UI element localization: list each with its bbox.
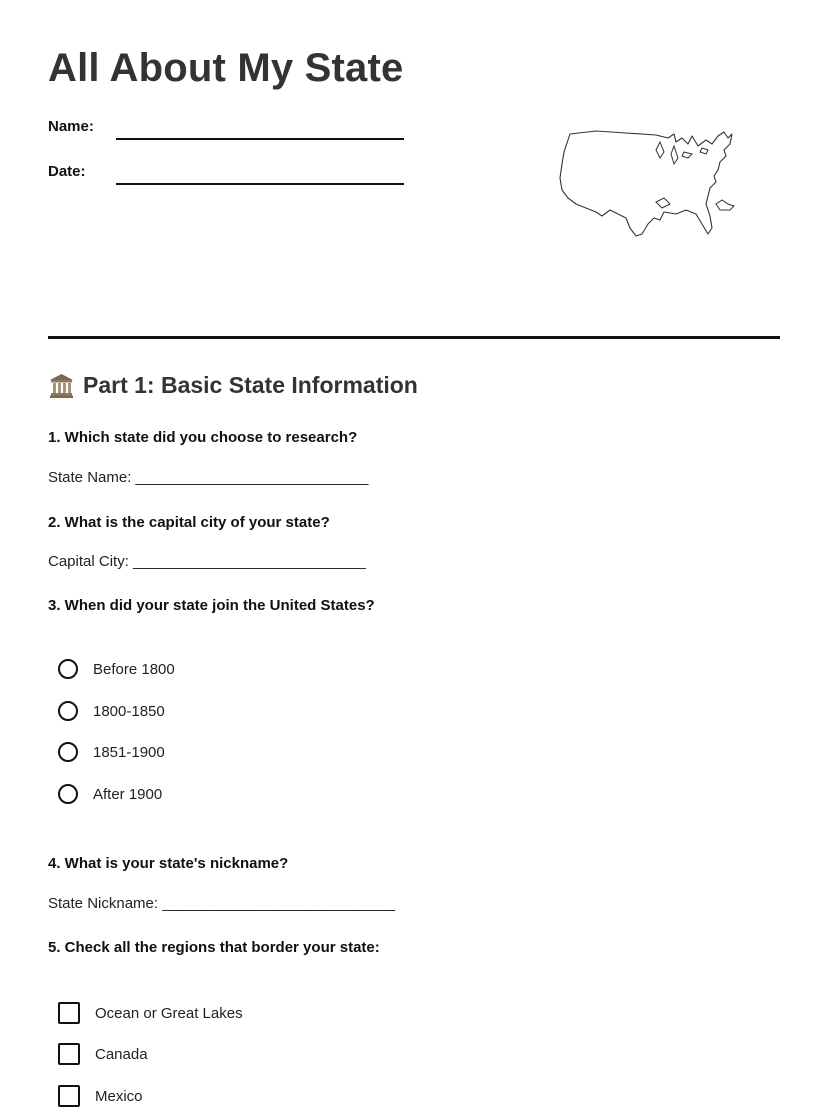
option-label: After 1900 bbox=[93, 785, 163, 803]
radio-button[interactable] bbox=[58, 701, 78, 721]
answer-blank: ______________________________ bbox=[162, 895, 395, 912]
checkbox[interactable] bbox=[58, 1085, 80, 1107]
radio-button[interactable] bbox=[58, 784, 78, 804]
option-label: 1851-1900 bbox=[93, 743, 165, 761]
radio-button[interactable] bbox=[58, 659, 78, 679]
option-label: Before 1800 bbox=[93, 660, 175, 678]
option-canada[interactable] bbox=[58, 1043, 148, 1065]
option-label: 1800-1850 bbox=[93, 702, 165, 720]
checkbox[interactable] bbox=[58, 1002, 80, 1024]
classical-building-icon bbox=[48, 372, 75, 399]
option-ocean-or-great-lakes[interactable] bbox=[58, 1002, 243, 1024]
answer-label: Capital City: bbox=[48, 553, 129, 570]
question-3: 3. When did your state join the United States? bbox=[48, 597, 375, 614]
name-field[interactable] bbox=[116, 138, 404, 140]
option-label: Canada bbox=[95, 1045, 148, 1063]
name-label: Name: bbox=[48, 118, 94, 135]
date-field[interactable] bbox=[116, 183, 404, 185]
answer-label: State Nickname: bbox=[48, 895, 159, 912]
option-1851-1900[interactable] bbox=[58, 742, 165, 762]
answer-blank: ______________________________ bbox=[133, 553, 366, 570]
option-before-1800[interactable] bbox=[58, 659, 175, 679]
option-1800-1850[interactable] bbox=[58, 701, 165, 721]
section-heading-part-1 bbox=[48, 372, 418, 399]
answer-state-nickname[interactable] bbox=[48, 895, 395, 912]
option-mexico[interactable] bbox=[58, 1085, 143, 1107]
answer-blank: ______________________________ bbox=[135, 469, 368, 486]
option-label: Ocean or Great Lakes bbox=[95, 1004, 243, 1022]
section-heading-text: Part 1: Basic State Information bbox=[83, 372, 418, 398]
question-4: 4. What is your state's nickname? bbox=[48, 855, 289, 872]
option-label: Mexico bbox=[95, 1087, 143, 1105]
page-title: All About My State bbox=[48, 46, 404, 90]
us-map-outline-icon bbox=[556, 124, 740, 242]
checkbox[interactable] bbox=[58, 1043, 80, 1065]
radio-button[interactable] bbox=[58, 742, 78, 762]
answer-label: State Name: bbox=[48, 469, 132, 486]
option-after-1900[interactable] bbox=[58, 784, 162, 804]
answer-capital-city[interactable] bbox=[48, 553, 365, 570]
question-2: 2. What is the capital city of your state? bbox=[48, 514, 330, 531]
section-divider bbox=[48, 336, 780, 339]
question-5: 5. Check all the regions that border your state: bbox=[48, 939, 380, 956]
date-label: Date: bbox=[48, 163, 86, 180]
answer-state-name[interactable] bbox=[48, 469, 368, 486]
question-1: 1. Which state did you choose to research? bbox=[48, 429, 358, 446]
